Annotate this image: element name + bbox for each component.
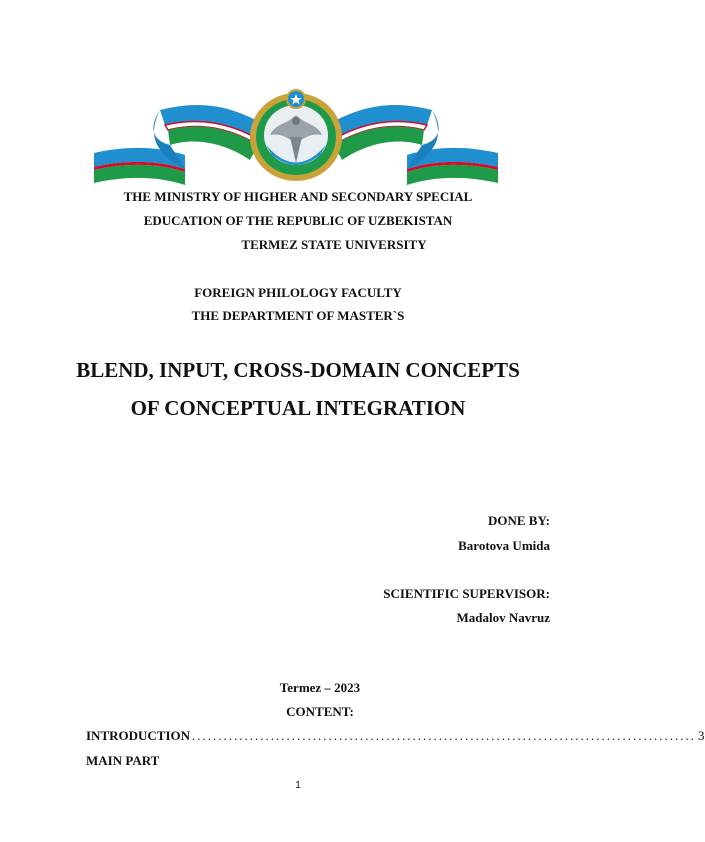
toc-item-label: MAIN PART xyxy=(86,753,160,768)
uzbekistan-state-emblem-icon xyxy=(90,85,502,190)
author-label: DONE BY: xyxy=(487,513,550,528)
author-name: Barotova Umida xyxy=(458,538,550,553)
right-flag-ribbon xyxy=(327,105,498,185)
toc-item-main-part[interactable] xyxy=(86,753,550,769)
toc-item-label: INTRODUCTION xyxy=(86,728,191,743)
faculty-name: FOREIGN PHILOLOGY FACULTY xyxy=(194,285,402,300)
contents-heading: CONTENT: xyxy=(286,704,354,719)
emblem-center xyxy=(250,90,342,181)
toc-leader-dots: ................................................................................................ xyxy=(192,728,697,743)
ministry-line-1: THE MINISTRY OF HIGHER AND SECONDARY SPECIAL xyxy=(123,189,473,204)
ministry-line-2: EDUCATION OF THE REPUBLIC OF UZBEKISTAN xyxy=(143,213,453,228)
document-title-line-1: BLEND, INPUT, CROSS-DOMAIN CONCEPTS xyxy=(76,358,520,382)
place-and-year: Termez – 2023 xyxy=(279,680,361,695)
document-title-line-2: OF CONCEPTUAL INTEGRATION xyxy=(130,396,466,420)
supervisor-label: SCIENTIFIC SUPERVISOR: xyxy=(383,586,550,601)
university-name: TERMEZ STATE UNIVERSITY xyxy=(241,237,427,252)
toc-item-page: 3 xyxy=(698,728,705,743)
supervisor-name: Madalov Navruz xyxy=(456,610,550,625)
page-number: 1 xyxy=(295,780,301,791)
toc-item-introduction[interactable] xyxy=(86,728,705,744)
department-name: THE DEPARTMENT OF MASTER`S xyxy=(191,308,405,323)
left-flag-ribbon xyxy=(94,105,265,185)
